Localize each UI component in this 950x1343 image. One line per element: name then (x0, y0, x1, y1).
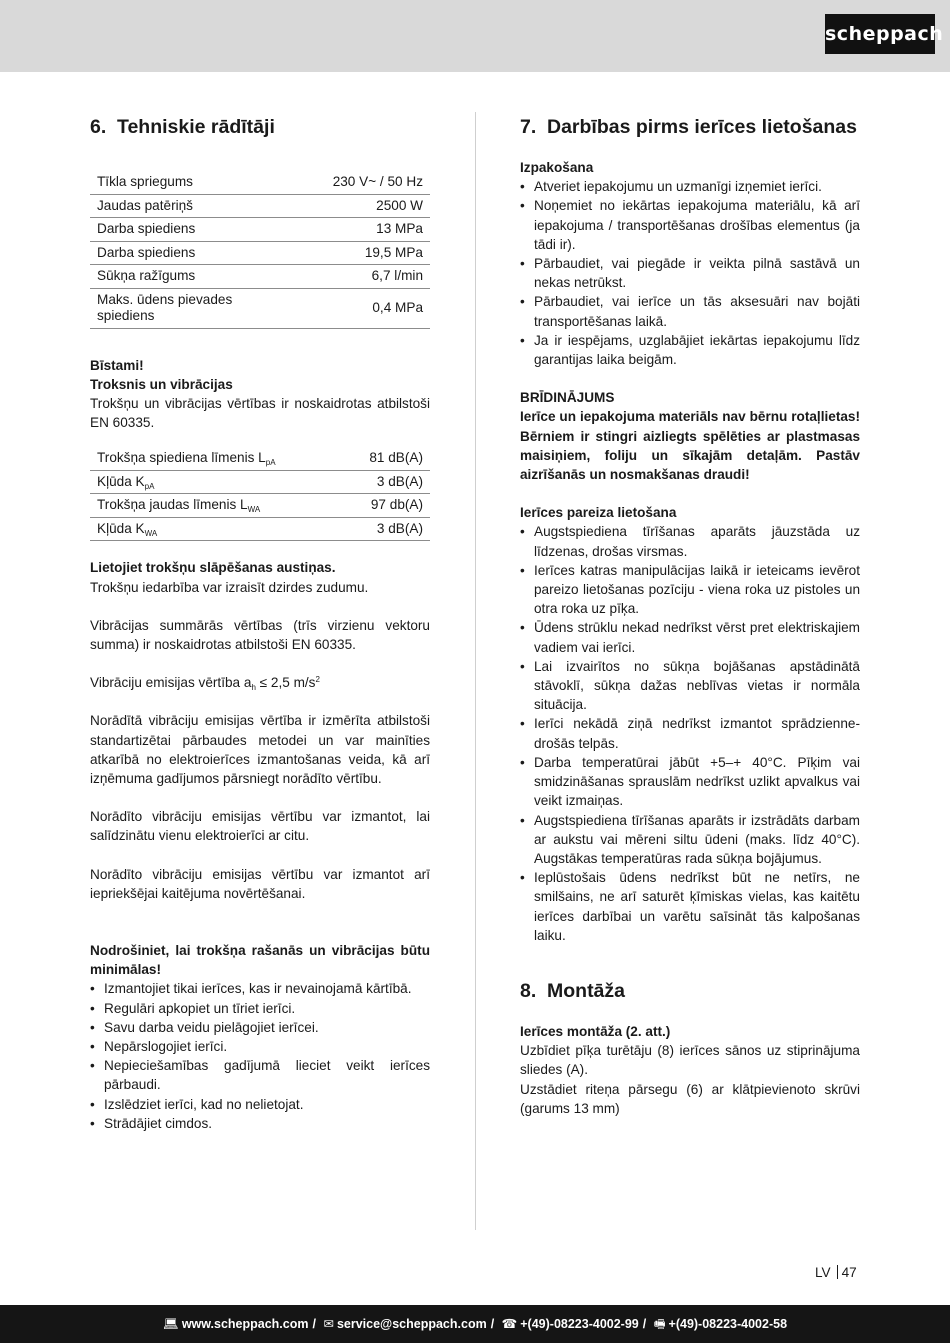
table-row (90, 171, 430, 194)
list-item: • Augstspiediena tīrīšanas aparāts jāuzstāda uz līdzenas, drošas virsmas. (520, 522, 860, 560)
fax-icon: 🖷︎ (653, 1317, 666, 1331)
noise-value: 3 dB(A) (342, 470, 430, 494)
table-row (90, 218, 430, 242)
spec-value: 2500 W (284, 194, 430, 218)
mount-paragraph: Uzstādiet riteņa pārsegu (6) ar klātpievienoto skrūvi (garums 13 mm) (520, 1081, 860, 1116)
vibration-emission: Vibrāciju emisijas vērtība $a_h \le 2,5$ $m/s^2$ (90, 675, 320, 693)
list-item: • Pārbaudiet, vai ierīce un tās aksesuāri nav bojāti transportēšanas laikā. (520, 292, 860, 330)
list-item: • Savu darba veidu pielāgojiet ierīcei. (90, 1018, 430, 1037)
list-item: • Izslēdziet ierīci, kad no nelietojat. (90, 1095, 430, 1114)
spec-value: 19,5 MPa (284, 241, 430, 265)
table-row (90, 470, 430, 494)
left-column (90, 114, 430, 1133)
column-divider (475, 112, 476, 1230)
mount-heading: Ierīces montāža (2. att.) (520, 1023, 671, 1039)
list-item: • Atveriet iepakojumu un uzmanīgi izņemiet ierīci. (520, 177, 860, 196)
warning-text: Ierīce un iepakojuma materiāls nav bērnu rotaļlietas! Bērniem ir stingri aizliegts spēlēties ar plastmasas maisiņiem, foliju un sīkajām detaļām. Pastāv aizrīšanās un nosmakšanas draudi! (520, 409, 860, 483)
list-item: • Ūdens strūklu nekad nedrīkst vērst pret elektriskajiem vadiem vai ierīci. (520, 618, 860, 656)
computer-icon: 💻︎ (162, 1317, 179, 1331)
spec-value: 230 V~ / 50 Hz (284, 171, 430, 194)
noise-value: 3 dB(A) (342, 517, 430, 541)
spec-label: Darba spiediens (90, 218, 284, 242)
list-item: • Noņemiet no iekārtas iepakojuma materiālu, kā arī iepakojuma / transportēšanas drošības elementus (ja tādi ir). (520, 196, 860, 254)
unpack-list (520, 177, 860, 369)
phone-icon: ☎︎ (501, 1317, 518, 1331)
noise-value: 81 dB(A) (342, 447, 430, 470)
noise-table (90, 447, 430, 541)
vibration-paragraph: Norādīto vibrāciju emisijas vērtību var izmantot arī iepriekšējai kaitējuma novērtēšanai. (90, 866, 430, 901)
table-row (90, 194, 430, 218)
list-item: • Augstspiediena tīrīšanas aparāts ir izstrādāts darbam ar aukstu vai mēreni siltu ūdeni (maks. līdz 40°C). Augstākas temperatūras rada sūkņa bojājumus. (520, 811, 860, 869)
page-number: LV 47 (815, 1265, 857, 1280)
unpack-heading: Izpakošana (520, 160, 594, 175)
noise-label: Kļūda $K_{WA}$ (90, 517, 342, 541)
list-item: • Ierīces katras manipulācijas laikā ir ieteicams ievērot pareizo lietošanas pozīciju - viena roka uz pistoles un otra roka uz pīķa. (520, 561, 860, 619)
noise-label: Trokšņa spiediena līmenis $L_{pA}$ (90, 447, 342, 470)
list-item: • Ja ir iespējams, uzglabājiet iekārtas iepakojumu līdz garantijas laika beigām. (520, 331, 860, 369)
noise-value: 97 db(A) (342, 494, 430, 518)
spec-label: Maks. ūdens pievades spiediens (90, 288, 284, 328)
table-row (90, 288, 430, 328)
usage-list (520, 522, 860, 944)
warning-heading: BRĪDINĀJUMS (520, 390, 615, 406)
footer-phone: +(49)-08223-4002-99 (520, 1317, 639, 1331)
list-item: • Ieplūstošais ūdens nedrīkst būt ne netīrs, ne smilšains, ne arī saturēt ķīmiskas vielas, kas kaitētu ierīces darbībai un varētu saīsināt tās kalpošanas laiku. (520, 868, 860, 945)
usage-heading: Ierīces pareiza lietošana (520, 505, 677, 521)
spec-value: 6,7 l/min (284, 265, 430, 289)
spec-value: 13 MPa (284, 218, 430, 242)
section-7-title: 7. Darbības pirms ierīces lietošanas (520, 116, 857, 138)
list-item: • Darba temperatūrai jābūt +5–+ 40°C. Pīķim vai smidzināšanas sprauslām nedrīkst uzlikt apvalkus vai veikt izmaiņas. (520, 753, 860, 811)
footer-bar: 💻︎ www.scheppach.com / ✉︎ service@scheppach.com / ☎︎ +(49)-08223-4002-99 / 🖷︎ +(49)-08223-4002-58 (0, 1305, 950, 1343)
footer-fax: +(49)-08223-4002-58 (668, 1317, 788, 1331)
right-column (520, 114, 860, 1118)
spec-table (90, 171, 430, 329)
table-row (90, 517, 430, 541)
vibration-total: Vibrācijas summārās vērtības (trīs virzienu vektoru summa) ir noskaidrotas atbilstoši EN 60335. (90, 617, 430, 652)
spec-value: 0,4 MPa (284, 288, 430, 328)
footer-email[interactable]: service@scheppach.com (336, 1317, 487, 1331)
hearing-text: Trokšņu iedarbība var izraisīt dzirdes zudumu. (90, 579, 369, 595)
list-item: • Nepieciešamības gadījumā lieciet veikt ierīces pārbaudi. (90, 1056, 430, 1094)
mount-paragraph: Uzbīdiet pīķa turētāju (8) ierīces sānos uz stiprinājuma sliedes (A). (520, 1043, 860, 1078)
danger-label: Bīstami! (90, 357, 144, 373)
spec-label: Tīkla spriegums (90, 171, 284, 194)
scheppach-logo: scheppach (825, 14, 935, 54)
list-item: • Nepārslogojiet ierīci. (90, 1037, 430, 1056)
spec-label: Darba spiediens (90, 241, 284, 265)
noise-label: Kļūda $K_{pA}$ (90, 470, 342, 494)
noise-text: Trokšņu un vibrācijas vērtības ir noskaidrotas atbilstoši EN 60335. (90, 395, 430, 431)
noise-label: Trokšņa jaudas līmenis $L_{WA}$ (90, 494, 342, 518)
list-item: • Izmantojiet tikai ierīces, kas ir nevainojamā kārtībā. (90, 979, 430, 998)
list-item: • Regulāri apkopiet un tīriet ierīci. (90, 999, 430, 1018)
header-bar (0, 0, 950, 72)
table-row (90, 241, 430, 265)
list-item: • Ierīci nekādā ziņā nedrīkst izmantot sprādziennedrošās telpās. (520, 714, 860, 752)
list-item: • Strādājiet cimdos. (90, 1114, 430, 1133)
table-row (90, 265, 430, 289)
vibration-paragraph: Norādīto vibrāciju emisijas vērtību var izmantot, lai salīdzinātu vienu elektroierīci ar citu. (90, 809, 430, 844)
list-item: • Lai izvairītos no sūkņa bojāšanas apstādinātā stāvoklī, sūkņa dažas neblīvas vietas ir normāla situācija. (520, 657, 860, 715)
minimize-heading: Nodrošiniet, lai trokšņa rašanās un vibrācijas būtu minimālas! (90, 942, 430, 978)
email-icon: ✉︎ (323, 1317, 334, 1331)
list-item: • Pārbaudiet, vai piegāde ir veikta pilnā sastāvā un nekas netrūkst. (520, 254, 860, 292)
minimize-list (90, 979, 430, 1133)
table-row (90, 447, 430, 470)
section-6-title: 6. Tehniskie rādītāji (90, 116, 275, 138)
noise-heading: Troksnis un vibrācijas (90, 376, 233, 392)
vibration-paragraph: Norādītā vibrāciju emisijas vērtība ir izmērīta atbilstoši standartizētai pārbaudes metodei un var mainīties atkarībā no elektroierīces izmantošanas veida, kā arī izņēmuma gadījumos pārsniegt norādīto vērtību. (90, 713, 430, 786)
section-8-title: 8. Montāža (520, 979, 625, 1002)
spec-label: Jaudas patēriņš (90, 194, 284, 218)
footer-website[interactable]: www.scheppach.com (181, 1317, 309, 1331)
spec-label: Sūkņa ražīgums (90, 265, 284, 289)
hearing-heading: Lietojiet trokšņu slāpēšanas austiņas. (90, 560, 336, 576)
table-row (90, 494, 430, 518)
